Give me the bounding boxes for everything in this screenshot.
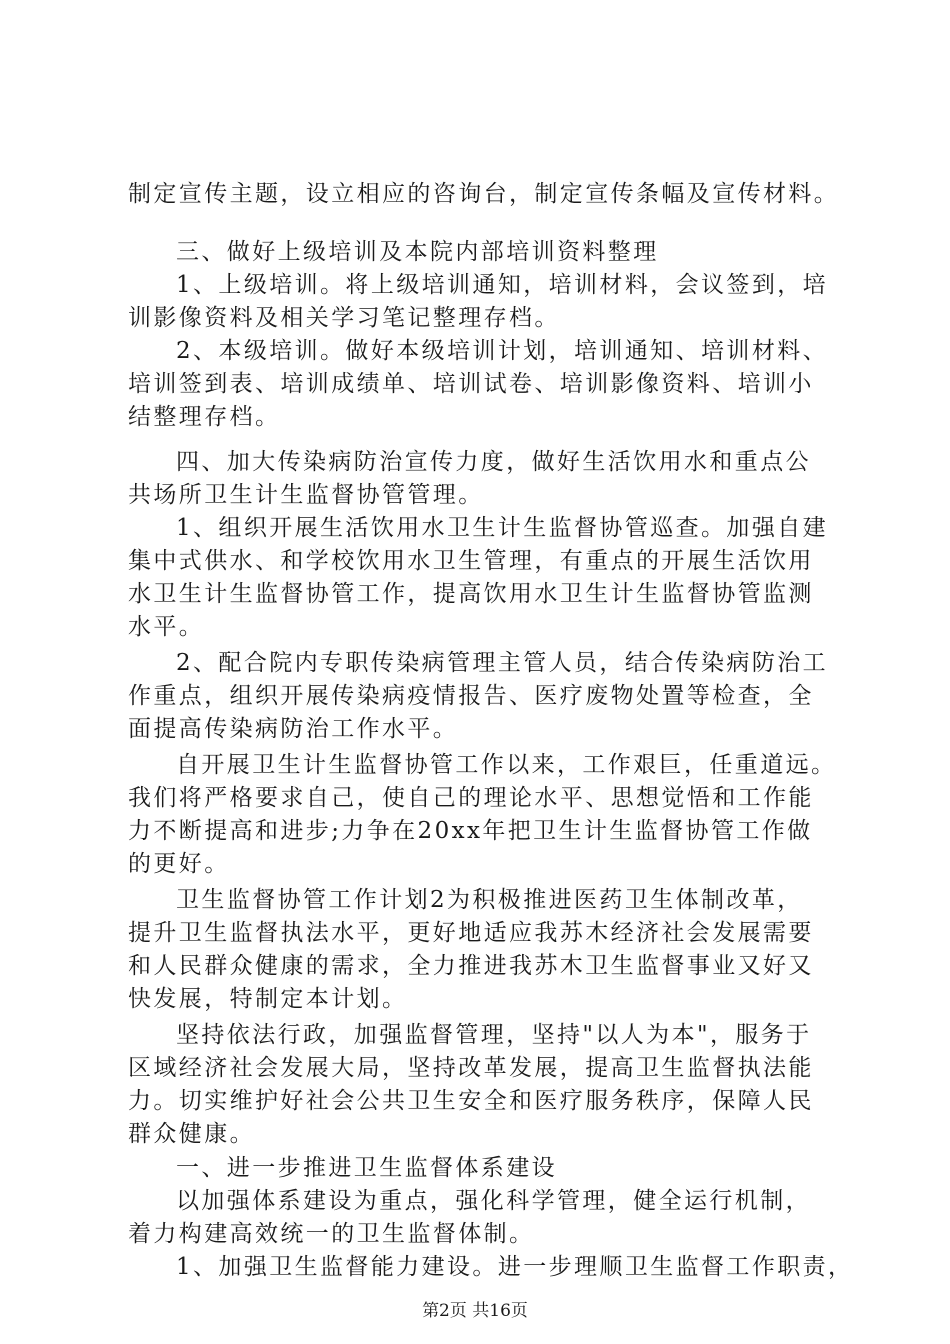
text-line: 作重点，组织开展传染病疫情报告、医疗废物处置等检查，全: [128, 683, 814, 709]
text-line: 2、本级培训。做好本级培训计划，培训通知、培训材料、: [176, 338, 829, 364]
text-line: 和人民群众健康的需求，全力推进我苏木卫生监督事业又好又: [128, 953, 814, 979]
text-line: 1、加强卫生监督能力建设。进一步理顺卫生监督工作职责，: [176, 1254, 854, 1280]
section-heading: 三、做好上级培训及本院内部培训资料整理: [176, 239, 659, 265]
text-line: 自开展卫生计生监督协管工作以来，工作艰巨，任重道远。: [176, 752, 837, 778]
text-line: 2、配合院内专职传染病管理主管人员，结合传染病防治工: [176, 650, 829, 676]
page-footer: 第2页 共16页: [422, 1301, 528, 1321]
section-heading: 四、加大传染病防治宣传力度，做好生活饮用水和重点公: [176, 449, 811, 475]
text-line: 坚持依法行政，加强监督管理，坚持"以人为本"，服务于: [176, 1022, 812, 1048]
text-line: 区域经济社会发展大局，坚持改革发展，提高卫生监督执法能: [128, 1055, 814, 1081]
text-line: 面提高传染病防治工作水平。: [128, 716, 459, 742]
text-line: 力不断提高和进步;力争在20xx年把卫生计生监督协管工作做: [128, 818, 813, 844]
text-line: 提升卫生监督执法水平，更好地适应我苏木经济社会发展需要: [128, 920, 814, 946]
text-line: 培训签到表、培训成绩单、培训试卷、培训影像资料、培训小: [128, 371, 814, 397]
text-line: 快发展，特制定本计划。: [128, 986, 408, 1012]
text-line: 水平。: [128, 614, 205, 640]
text-line: 共场所卫生计生监督协管管理。: [128, 482, 484, 508]
text-line: 的更好。: [128, 851, 230, 877]
text-line: 我们将严格要求自己，使自己的理论水平、思想觉悟和工作能: [128, 785, 814, 811]
text-line: 着力构建高效统一的卫生监督体制。: [128, 1221, 535, 1247]
text-line: 1、上级培训。将上级培训通知，培训材料，会议签到，培: [176, 272, 829, 298]
text-line: 训影像资料及相关学习笔记整理存档。: [128, 305, 560, 331]
text-line: 群众健康。: [128, 1121, 255, 1147]
text-line: 力。切实维护好社会公共卫生安全和医疗服务秩序，保障人民: [128, 1088, 814, 1114]
text-line: 卫生监督协管工作计划2为积极推进医药卫生体制改革，: [176, 887, 803, 913]
text-line: 结整理存档。: [128, 404, 281, 430]
text-line: 制定宣传主题，设立相应的咨询台，制定宣传条幅及宣传材料。: [128, 181, 840, 207]
text-line: 水卫生计生监督协管工作，提高饮用水卫生计生监督协管监测: [128, 581, 814, 607]
text-line: 以加强体系建设为重点，强化科学管理，健全运行机制，: [176, 1188, 811, 1214]
section-heading: 一、进一步推进卫生监督体系建设: [176, 1155, 557, 1181]
text-line: 集中式供水、和学校饮用水卫生管理，有重点的开展生活饮用: [128, 548, 814, 574]
text-line: 1、组织开展生活饮用水卫生计生监督协管巡查。加强自建: [176, 515, 829, 541]
